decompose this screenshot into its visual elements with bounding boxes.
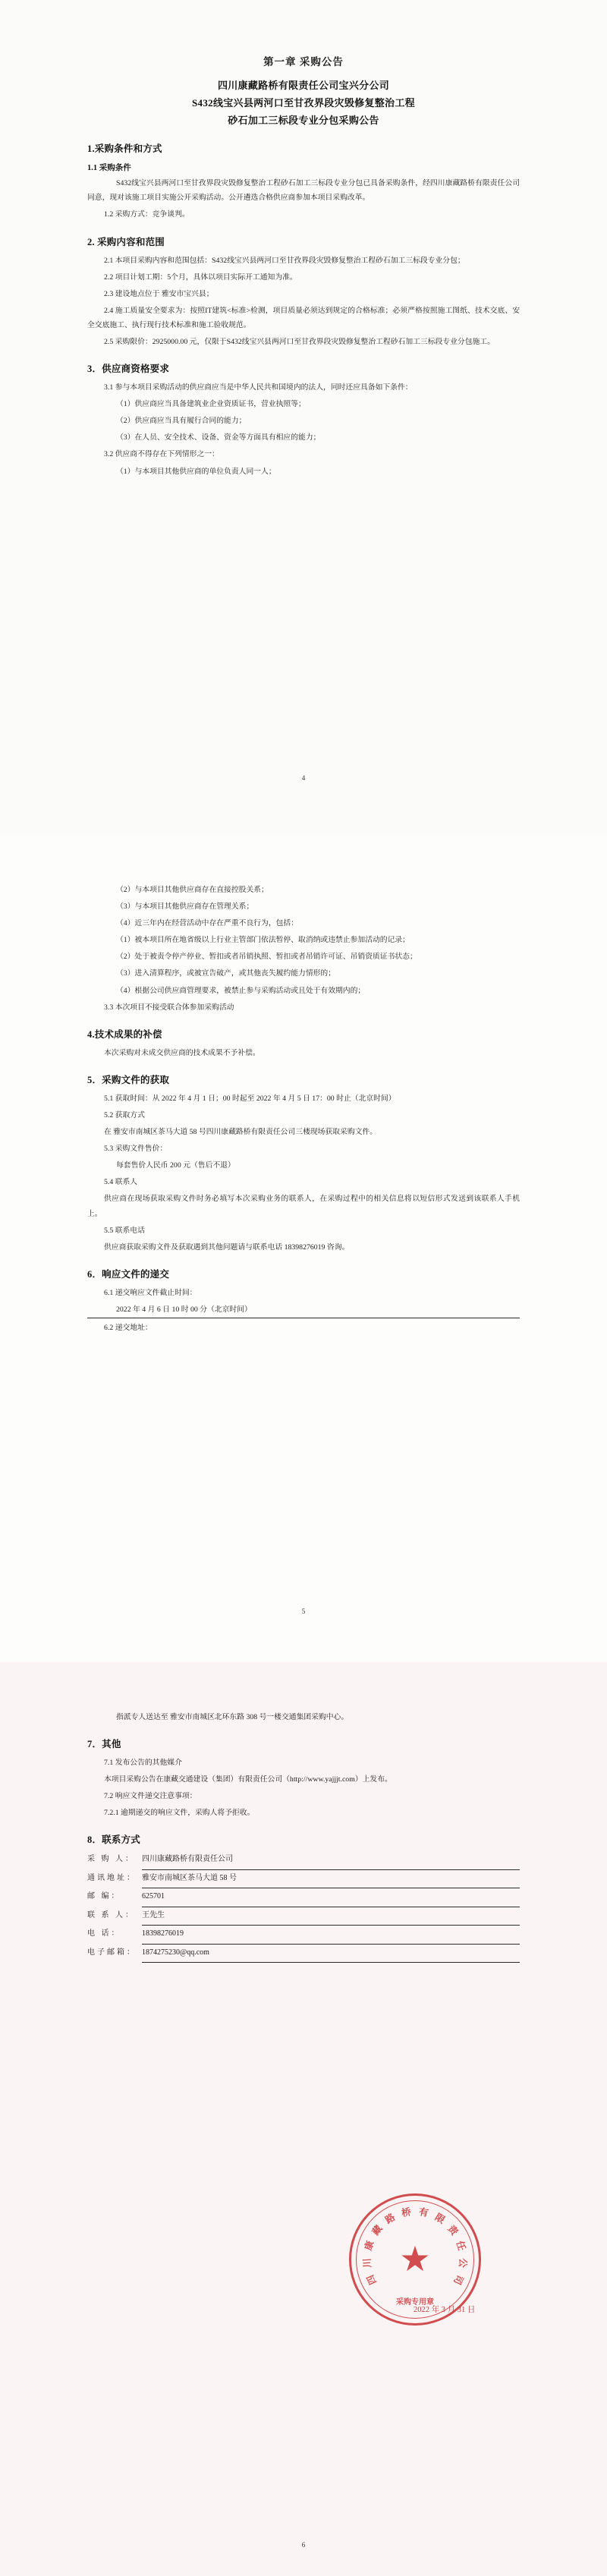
seal-star-icon: ★ [399,2240,431,2278]
section-1-2-text: 1.2 采购方式：竞争谈判。 [104,210,190,219]
section-6-heading: 6．响应文件的递交 [87,1268,170,1280]
section-5-2-text: 在 雅安市南城区茶马大道 58 号四川康藏路桥有限责任公司三楼现场获取采购文件。 [104,1128,378,1137]
section-3-1-text: 3.1 参与本项目采购活动的供应商应当是中华人民共和国境内的法人，同时还应具备如下条件： [104,383,413,392]
section-2-3-text: 2.3 建设地点位于 雅安市宝兴县； [104,289,214,298]
section-4-heading: 4.技术成果的补偿 [87,1028,162,1040]
section-6-2-text: 6.2 递交地址： [104,1323,153,1332]
title-line-3: 砂石加工三标段专业分包采购公告 [228,114,379,126]
section-7-heading: 7．其他 [87,1739,121,1750]
seal-arc-char: 桥 [401,2206,412,2219]
seal-arc-char: 责 [445,2223,461,2237]
signature-date: 2022 年 3 月 31 日 [414,2306,476,2314]
contact-value: 四川康藏路桥有限责任公司 [142,1851,520,1870]
section-5-5-text: 供应商获取采购文件及获取遇到其他问题请与联系电话 18398276019 咨询。 [104,1242,350,1252]
document-page-1 [0,0,607,835]
list-item: （1）被本项目所在地省级以上行业主管部门依法暂停、取消纳或违禁止参加活动的记录； [116,936,410,945]
section-5-heading: 5．采购文件的获取 [87,1074,170,1085]
contact-row [87,1870,520,1889]
contact-row [87,1907,520,1926]
section-1-1-heading: 1.1 采购条件 [87,164,131,173]
contact-value: 雅安市南城区茶马大道 58 号 [142,1870,520,1889]
section-3-2-text: 3.2 供应商不得存在下列情形之一： [104,450,219,459]
list-item: （4）近三年内在经营活动中存在严重不良行为，包括： [116,919,299,928]
section-6-1-text: 6.1 递交响应文件截止时间： [104,1288,197,1297]
section-7-2-text: 7.2.1 逾期递交的响应文件，采购人将予拒收。 [104,1809,255,1818]
contact-value: 王先生 [142,1907,520,1926]
section-3-heading: 3．供应商资格要求 [87,364,170,375]
section-2-4-text: 2.4 施工质量安全要求为：按照IT建筑<标准>检测，项目质量必须达到规定的合格标准；必须严格按照施工图纸、技术交底、安全交底施工、执行现行技术标准和施工验收规范。 [87,306,520,329]
section-3-2-item-1: （1）与本项目其他供应商的单位负责人同一人； [116,467,276,476]
section-5-4-text: 供应商在现场获取采购文件时务必填写本次采购业务的联系人，在采购过程中的相关信息将以短信形式发送到该联系人手机上。 [87,1195,520,1218]
section-3-1-item-1: （1）供应商应当具备建筑业企业资质证书，营业执照等； [116,400,306,409]
section-2-5-text: 2.5 采购限价：2925000.00 元，仅限于S432线宝兴县两河口至甘孜界段灾毁修复整治工程砂石加工三标段专业分包施工。 [104,338,495,346]
section-5-3-text: 5.3 采购文件售价： [104,1145,168,1154]
contact-row [87,1851,520,1870]
section-8-heading: 8．联系方式 [87,1834,140,1846]
seal-bottom-text: 采购专用章 [396,2298,434,2307]
contact-row [87,1926,520,1945]
contact-label: 联 系 人： [87,1910,135,1919]
document-page-2 [0,835,607,1662]
delivery-address-line: 指派专人送达至 雅安市南城区北环东路 308 号一楼交通集团采购中心。 [116,1713,349,1721]
section-6-1-subtext: 2022 年 4 月 6 日 10 时 00 分（北京时间） [87,1302,520,1318]
contact-value: 18398276019 [142,1926,520,1945]
page-number-3: 6 [301,2541,306,2549]
section-7-1-text: 本项目采购公告在康藏交通建设（集团）有限责任公司（http://www.yajjjt.com）上发布。 [104,1775,392,1784]
seal-arc-char: 川 [361,2257,373,2269]
seal-arc-char: 公 [457,2257,469,2269]
section-5-1-text: 5.1 获取时间：从 2022 年 4 月 1 日；00 时起至 2022 年 4 月 5 日 17：00 时止（北京时间） [104,1094,396,1103]
seal-arc-char: 司 [451,2272,466,2287]
title-line-1: 四川康藏路桥有限责任公司宝兴分公司 [217,80,390,91]
seal-arc-char: 藏 [370,2223,385,2237]
section-4-text: 本次采购对未成交供应商的技术成果不予补偿。 [104,1048,260,1057]
list-item: （2）与本项目其他供应商存在直接控股关系； [116,886,269,894]
section-3-1-item-2: （2）供应商应当具有履行合同的能力； [116,417,247,426]
seal-arc-char: 有 [418,2206,429,2219]
contact-table [87,1851,520,1963]
contact-label: 通讯地址： [87,1873,137,1882]
contact-label: 邮 编： [87,1892,121,1901]
seal-arc-char: 任 [454,2239,467,2252]
section-2-1-text: 2.1 本项目采购内容和范围包括：S432线宝兴县两河口至甘孜界段灾毁修复整治工程砂石加工三标段专业分包； [104,256,465,265]
seal-arc-char: 四 [364,2272,379,2287]
section-7-2-heading: 7.2 响应文件递交注意事项： [104,1792,197,1801]
seal-arc-char: 路 [383,2211,398,2226]
contact-row [87,1888,520,1907]
section-1-1-text: S432线宝兴县两河口至甘孜界段灾毁修复整治工程砂石加工三标段专业分包已具备采购条件，经四川康藏路桥有限责任公司同意，现对该施工项目实施公开采购活动。公开遴选合格供应商参加本项目采购改革。 [87,179,520,203]
section-5-3-subtext: 每套售价人民币 200 元（售后不退） [116,1161,235,1170]
seal-arc-char: 康 [363,2239,376,2252]
section-5-5-heading: 5.5 联系电话 [104,1226,145,1235]
section-2-heading: 2. 采购内容和范围 [87,236,165,247]
chapter-heading: 第一章 采购公告 [263,56,344,68]
list-item: 3.3 本次项目不接受联合体参加采购活动 [104,1003,234,1012]
seal-arc-char: 限 [432,2211,447,2226]
section-5-4-heading: 5.4 联系人 [104,1178,138,1187]
contact-label: 电 话： [87,1929,121,1938]
page-number-1: 4 [301,774,306,782]
contact-row [87,1945,520,1963]
section-5-2-heading: 5.2 获取方式 [104,1110,145,1120]
document-page-3 [0,1662,607,2576]
contact-value: 625701 [142,1888,520,1907]
contact-label: 电子邮箱： [87,1948,137,1957]
contact-value: 1874275230@qq.com [142,1945,520,1963]
list-item: （3）进入清算程序，或被宣告破产，或其他丧失履约能力情形的； [116,969,336,978]
section-3-1-item-3: （3）在人员、安全技术、设备、资金等方面具有相应的能力； [116,433,321,442]
page-number-2: 5 [301,1608,306,1615]
section-2-2-text: 2.2 项目计划工期：5个月，具体以项目实际开工通知为准。 [104,272,297,282]
contact-label: 采 购 人： [87,1855,135,1864]
title-line-2: S432线宝兴县两河口至甘孜界段灾毁修复整治工程 [192,96,415,109]
list-item: （4）根据公司供应商管理要求，被禁止参与采购活动或且处于有效期内的； [116,986,366,995]
section-7-1-heading: 7.1 发布公告的其他媒介 [104,1759,182,1768]
list-item: （2）处于被责令停产停业、暂扣或者吊销执照、暂扣或者吊销许可证、吊销资质证书状态； [116,953,417,962]
list-item: （3）与本项目其他供应商存在管理关系； [116,902,254,912]
section-1-heading: 1.采购条件和方式 [87,143,162,155]
